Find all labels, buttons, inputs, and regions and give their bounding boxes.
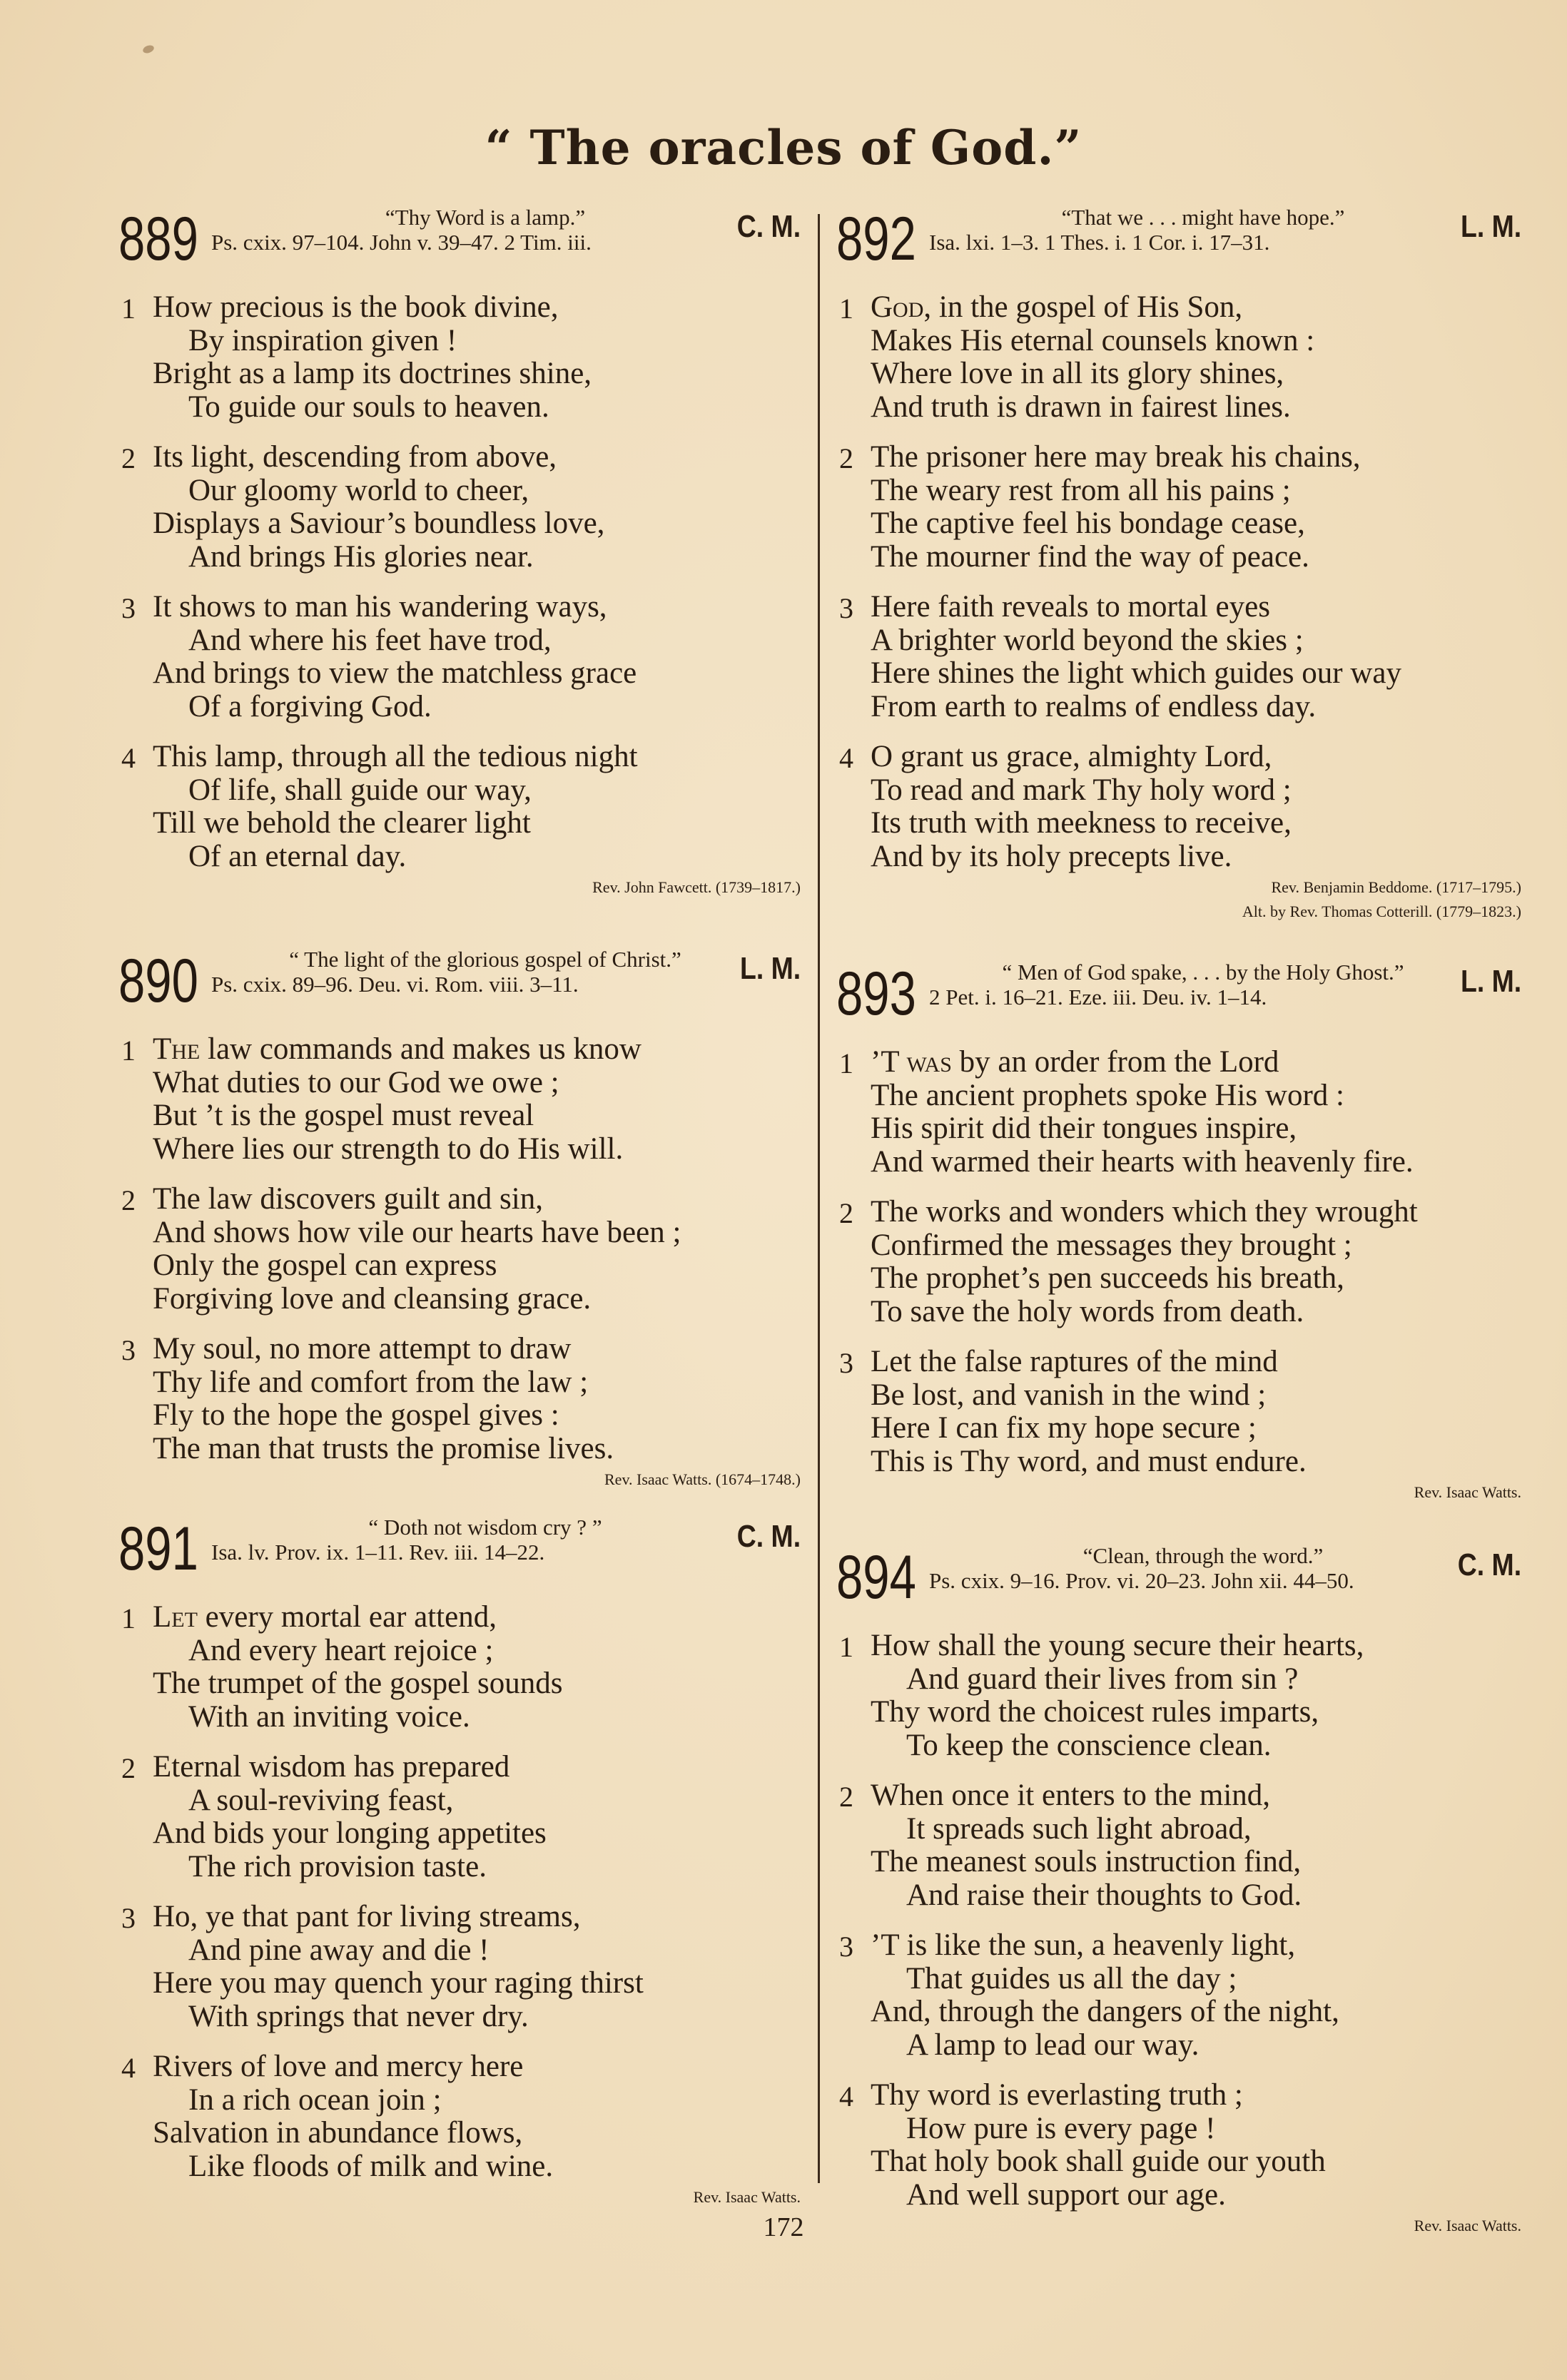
hymn-line [114,1901,803,1934]
hymn-line [832,541,1524,574]
line-text: Confirmed the messages they brought ; [871,1228,1352,1262]
hymn-line [832,1445,1524,1479]
line-text: Of an eternal day. [188,839,407,873]
author-credit: Rev. Benjamin Beddome. (1717–1795.) [1271,878,1521,896]
line-text: A soul-reviving feast, [188,1783,454,1817]
stanza [832,1779,1524,1912]
hymn-line [114,1216,803,1250]
hymn-meter: C. M. [1457,1547,1521,1582]
hymn-motto: “ The light of the glorious gospel of Christ.” [289,947,681,972]
stanza-number: 2 [121,1184,136,1216]
hymn-meter: C. M. [736,209,801,244]
line-text: Let the false raptures of the mind [871,1345,1278,1378]
line-text: To guide our souls to heaven. [188,390,549,424]
hymn-line [114,507,803,541]
line-text: Salvation in abundance flows, [153,2116,523,2150]
hymn-line [114,1817,803,1851]
line-text: O grant us grace, almighty Lord, [871,740,1272,773]
hymn-header [114,205,803,274]
hymn-line [832,657,1524,691]
hymn-meter: L. M. [1460,964,1521,999]
hymn-line [114,840,803,874]
line-text: The works and wonders which they wrought [871,1195,1418,1229]
stanza-number: 1 [121,1034,136,1067]
stanza-number: 3 [121,1334,136,1366]
hymn [114,947,803,1490]
hymn-line [114,1751,803,1784]
line-text: Makes His eternal counsels known : [871,323,1315,357]
line-text: From earth to realms of endless day. [871,689,1317,723]
hymn-line [832,2179,1524,2212]
line-text: Ho, ye that pant for living streams, [153,1900,581,1933]
hymn-line [832,1663,1524,1697]
line-text: It shows to man his wandering ways, [153,590,607,624]
hymn-line [832,507,1524,541]
hymn-line [114,624,803,658]
stanza-lead-word: ’T was [871,1045,952,1079]
stanza-number: 2 [839,442,853,474]
hymn-line [114,441,803,474]
line-text: The prophet’s pen succeeds his breath, [871,1261,1344,1295]
line-text: The man that trusts the promise lives. [153,1431,614,1465]
hymn-line [114,1033,803,1067]
hymn-line [832,1846,1524,1879]
line-text: The law discovers guilt and sin, [153,1182,543,1216]
hymn-line [114,1601,803,1634]
hymn-line [114,1634,803,1668]
line-text: That holy book shall guide our youth [871,2145,1326,2178]
stanza [832,1346,1524,1478]
hymn-line [832,624,1524,658]
hymn-line [114,2117,803,2150]
stanza-number: 1 [121,1602,136,1634]
stanza [832,1046,1524,1179]
hymn-line [114,2050,803,2084]
line-text: What duties to our God we owe ; [153,1065,559,1099]
line-text: The captive feel his bondage cease, [871,507,1305,540]
stanza [114,441,803,574]
hymn-line [114,1701,803,1734]
page-number: 172 [763,2212,804,2242]
line-text: My soul, no more attempt to draw [153,1332,572,1366]
scripture-references: Ps. cxix. 97–104. John v. 39–47. 2 Tim. iii. [211,230,592,255]
stanza-lead-word: God [871,290,924,324]
hymn-line [832,1729,1524,1763]
hymn-line [114,1967,803,2000]
hymn [832,205,1524,922]
hymn-number: 892 [836,205,916,273]
line-text: The rich provision taste. [188,1849,487,1883]
hymn-line [114,1399,803,1433]
line-text: Thy life and comfort from the law ; [153,1365,589,1399]
author-credit: Rev. Isaac Watts. (1674–1748.) [604,1470,801,1488]
hymn-line [114,1099,803,1133]
stanza-number: 3 [839,592,853,624]
line-text: Where lies our strength to do His will. [153,1131,624,1166]
line-text: Eternal wisdom has prepared [153,1750,510,1784]
line-text: And well support our age. [906,2177,1226,2212]
author-credit: Rev. Isaac Watts. [693,2188,801,2206]
line-text: Thy word is everlasting truth ; [871,2078,1243,2112]
hymn-meter: C. M. [736,1519,801,1554]
column-divider [818,214,820,2183]
hymn-line [832,1079,1524,1113]
line-text: To keep the conscience clean. [906,1728,1272,1762]
hymn-line [832,1929,1524,1963]
hymn-line [832,1196,1524,1229]
hymn-line [832,325,1524,358]
line-text: Its light, descending from above, [153,440,557,474]
hymn-number: 890 [118,947,198,1015]
hymn-line [114,774,803,808]
line-text: With springs that never dry. [188,1999,529,2033]
line-text: The prisoner here may break his chains, [871,440,1361,474]
hymn-header [832,205,1524,274]
line-text: by an order from the Lord [951,1045,1279,1079]
hymn-header [832,960,1524,1029]
stanza [832,741,1524,873]
hymn-number: 891 [118,1515,198,1583]
hymn-line [114,2000,803,2034]
scripture-references: Isa. lxi. 1–3. 1 Thes. i. 1 Cor. i. 17–31. [929,230,1270,255]
hymn-line [114,1851,803,1884]
hymn-number: 893 [836,960,916,1028]
line-text: This is Thy word, and must endure. [871,1444,1307,1478]
hymn-line [832,1813,1524,1846]
line-text: And by its holy precepts live. [871,839,1232,873]
hymn [832,1544,1524,2236]
stanza-number: 1 [839,1631,853,1663]
line-text: And raise their thoughts to God. [906,1878,1302,1912]
hymn-line [114,1934,803,1968]
author-credit: Rev. Isaac Watts. [1414,1483,1521,1501]
hymn-line [114,1183,803,1216]
hymn-line [832,2029,1524,2063]
line-text: How pure is every page ! [906,2111,1216,2145]
scripture-references: Ps. cxix. 89–96. Deu. vi. Rom. viii. 3–11. [211,972,579,997]
hymn-line [832,1995,1524,2029]
stanza-number: 1 [839,1047,853,1079]
line-text: This lamp, through all the tedious night [153,740,638,773]
line-text: , in the gospel of His Son, [923,290,1243,324]
line-text: And, through the dangers of the night, [871,1995,1339,2028]
line-text: And every heart rejoice ; [188,1633,494,1667]
line-text: A lamp to lead our way. [906,2028,1200,2062]
line-text: The weary rest from all his pains ; [871,473,1291,507]
stanza-number: 3 [839,1931,853,1963]
line-text: Here I can fix my hope secure ; [871,1411,1257,1445]
hymn [832,960,1524,1502]
line-text: And truth is drawn in fairest lines. [871,390,1291,424]
hymn-line [114,1133,803,1166]
hymn-line [832,2079,1524,2112]
hymn-header [114,1515,803,1584]
stanza-lead-word: The [153,1032,201,1066]
stanza [832,441,1524,574]
stanza [114,1901,803,2033]
line-text: When once it enters to the mind, [871,1779,1271,1812]
hymn-line [114,1433,803,1466]
stanza-number: 3 [839,1347,853,1379]
line-text: That guides us all the day ; [906,1961,1237,1995]
hymn-line [832,1963,1524,1996]
scripture-references: 2 Pet. i. 16–21. Eze. iii. Deu. iv. 1–14. [929,985,1267,1010]
hymn-line [114,1249,803,1283]
line-text: How shall the young secure their hearts, [871,1629,1364,1662]
hymn-line [114,1667,803,1701]
stanza [114,1751,803,1883]
line-text: And brings to view the matchless grace [153,656,637,690]
hymn-line [114,1784,803,1818]
hymn-motto: “ Doth not wisdom cry ? ” [368,1515,602,1540]
stanza [832,1196,1524,1328]
hymn-line [114,357,803,391]
stanza [832,291,1524,424]
hymn-line [114,291,803,325]
hymn-line [114,541,803,574]
hymn-line [114,2084,803,2117]
scripture-references: Ps. cxix. 9–16. Prov. vi. 20–23. John xii. 44–50. [929,1568,1354,1593]
hymn-motto: “Thy Word is a lamp.” [385,205,586,230]
line-text: And warmed their hearts with heavenly fire. [871,1144,1414,1179]
hymn-line [832,1696,1524,1729]
scripture-references: Isa. lv. Prov. ix. 1–11. Rev. iii. 14–22. [211,1540,545,1565]
line-text: Be lost, and vanish in the wind ; [871,1378,1267,1412]
author-credit: Alt. by Rev. Thomas Cotterill. (1779–1823.) [1242,902,1521,920]
hymn-line [832,807,1524,840]
line-text: law commands and makes us know [200,1032,641,1066]
line-text: Only the gospel can express [153,1249,497,1282]
hymn-line [114,391,803,424]
stanza-number: 4 [121,2052,136,2084]
hymn-header [114,947,803,1016]
line-text: The meanest souls instruction find, [871,1845,1302,1878]
line-text: Displays a Saviour’s boundless love, [153,507,605,540]
stanza [114,1183,803,1316]
hymn-line [832,774,1524,808]
line-text: It spreads such light abroad, [906,1811,1252,1846]
stanza-lead-word: Let [153,1600,198,1634]
line-text: To read and mark Thy holy word ; [871,773,1292,807]
hymn-line [832,1412,1524,1445]
stanza-number: 1 [839,293,853,325]
hymn-line [832,591,1524,624]
line-text: And pine away and die ! [188,1933,490,1967]
line-text: The mourner find the way of peace. [871,539,1309,574]
hymn-line [832,441,1524,474]
line-text: Here you may quench your raging thirst [153,1966,644,2000]
line-text: Bright as a lamp its doctrines shine, [153,357,592,390]
hymn-line [832,1146,1524,1179]
hymn-line [832,1879,1524,1913]
line-text: And brings His glories near. [188,539,534,574]
line-text: And shows how vile our hearts have been ; [153,1215,681,1249]
line-text: Fly to the hope the gospel gives : [153,1398,559,1432]
line-text: By inspiration given ! [188,323,457,357]
hymn-line [114,325,803,358]
stanza [832,1929,1524,2062]
hymn-line [832,741,1524,774]
line-text: And where his feet have trod, [188,623,552,657]
line-text: The ancient prophets spoke His word : [871,1078,1344,1112]
stanza [114,741,803,873]
line-text: every mortal ear attend, [197,1600,497,1634]
hymn-line [114,474,803,508]
hymn [114,205,803,897]
line-text: Where love in all its glory shines, [871,357,1284,390]
page-title: “ The oracles of God.” [485,120,1082,176]
hymn-line [114,807,803,840]
line-text: Thy word the choicest rules imparts, [871,1695,1319,1729]
hymn-line [832,474,1524,508]
hymn-line [832,1346,1524,1379]
line-text: His spirit did their tongues inspire, [871,1112,1297,1145]
line-text: And guard their lives from sin ? [906,1662,1299,1696]
stanza-number: 4 [839,742,853,774]
hymn-line [832,2145,1524,2179]
line-text: Rivers of love and mercy here [153,2050,524,2083]
hymn-meter: L. M. [739,951,801,986]
hymn-motto: “ Men of God spake, . . . by the Holy Ghost.” [1002,960,1404,985]
line-text: Here shines the light which guides our way [871,656,1401,690]
hymn-line [832,1046,1524,1079]
hymn-line [832,1262,1524,1296]
hymn-line [832,840,1524,874]
stanza-number: 4 [121,742,136,774]
ink-blot [142,44,155,55]
stanza-number: 2 [839,1197,853,1229]
hymn-line [114,1067,803,1100]
stanza [832,1629,1524,1762]
hymn-line [114,657,803,691]
stanza-number: 2 [839,1781,853,1813]
line-text: Its truth with meekness to receive, [871,806,1292,840]
stanza [114,1601,803,1734]
line-text: Like floods of milk and wine. [188,2149,554,2183]
hymn-line [114,2150,803,2184]
line-text: Of a forgiving God. [188,689,432,723]
hymn-number: 889 [118,205,198,273]
stanza [114,591,803,723]
hymn-line [832,1629,1524,1663]
hymn-number: 894 [836,1543,916,1612]
stanza [114,2050,803,2183]
line-text: With an inviting voice. [188,1699,470,1734]
author-credit: Rev. John Fawcett. (1739–1817.) [592,878,801,896]
stanza-number: 3 [121,1902,136,1934]
line-text: Here faith reveals to mortal eyes [871,590,1270,624]
hymn-line [832,1112,1524,1146]
line-text: But ’t is the gospel must reveal [153,1099,534,1132]
stanza-number: 4 [839,2080,853,2112]
line-text: Till we behold the clearer light [153,806,531,840]
line-text: How precious is the book divine, [153,290,559,324]
hymn-motto: “That we . . . might have hope.” [1061,205,1345,230]
hymn-line [832,1379,1524,1413]
stanza [832,591,1524,723]
line-text: ’T is like the sun, a heavenly light, [871,1928,1296,1962]
stanza [114,1033,803,1166]
hymn-line [114,691,803,724]
line-text: And bids your longing appetites [153,1816,547,1850]
hymn-line [832,1229,1524,1263]
stanza [114,1333,803,1465]
line-text: Forgiving love and cleansing grace. [153,1281,592,1316]
hymn-line [832,1779,1524,1813]
hymn-line [832,391,1524,424]
stanza-number: 1 [121,293,136,325]
line-text: Of life, shall guide our way, [188,773,532,807]
hymn-line [114,1366,803,1400]
line-text: To save the holy words from death. [871,1294,1304,1328]
line-text: Our gloomy world to cheer, [188,473,529,507]
stanza [114,291,803,424]
hymn-line [832,291,1524,325]
hymn-meter: L. M. [1460,209,1521,244]
hymn-line [832,691,1524,724]
stanza-number: 2 [121,442,136,474]
hymn-line [114,741,803,774]
line-text: A brighter world beyond the skies ; [871,623,1304,657]
stanza-number: 3 [121,592,136,624]
hymn-line [832,357,1524,391]
hymn [114,1515,803,2207]
author-credit: Rev. Isaac Watts. [1414,2217,1521,2234]
hymn-line [832,2112,1524,2146]
hymn-motto: “Clean, through the word.” [1082,1543,1324,1568]
stanza [832,2079,1524,2212]
line-text: In a rich ocean join ; [188,2082,442,2117]
hymn-line [832,1296,1524,1329]
hymn-line [114,1333,803,1366]
line-text: The trumpet of the gospel sounds [153,1667,563,1700]
hymn-line [114,1283,803,1316]
stanza-number: 2 [121,1752,136,1784]
hymn-line [114,591,803,624]
hymn-header [832,1544,1524,1612]
